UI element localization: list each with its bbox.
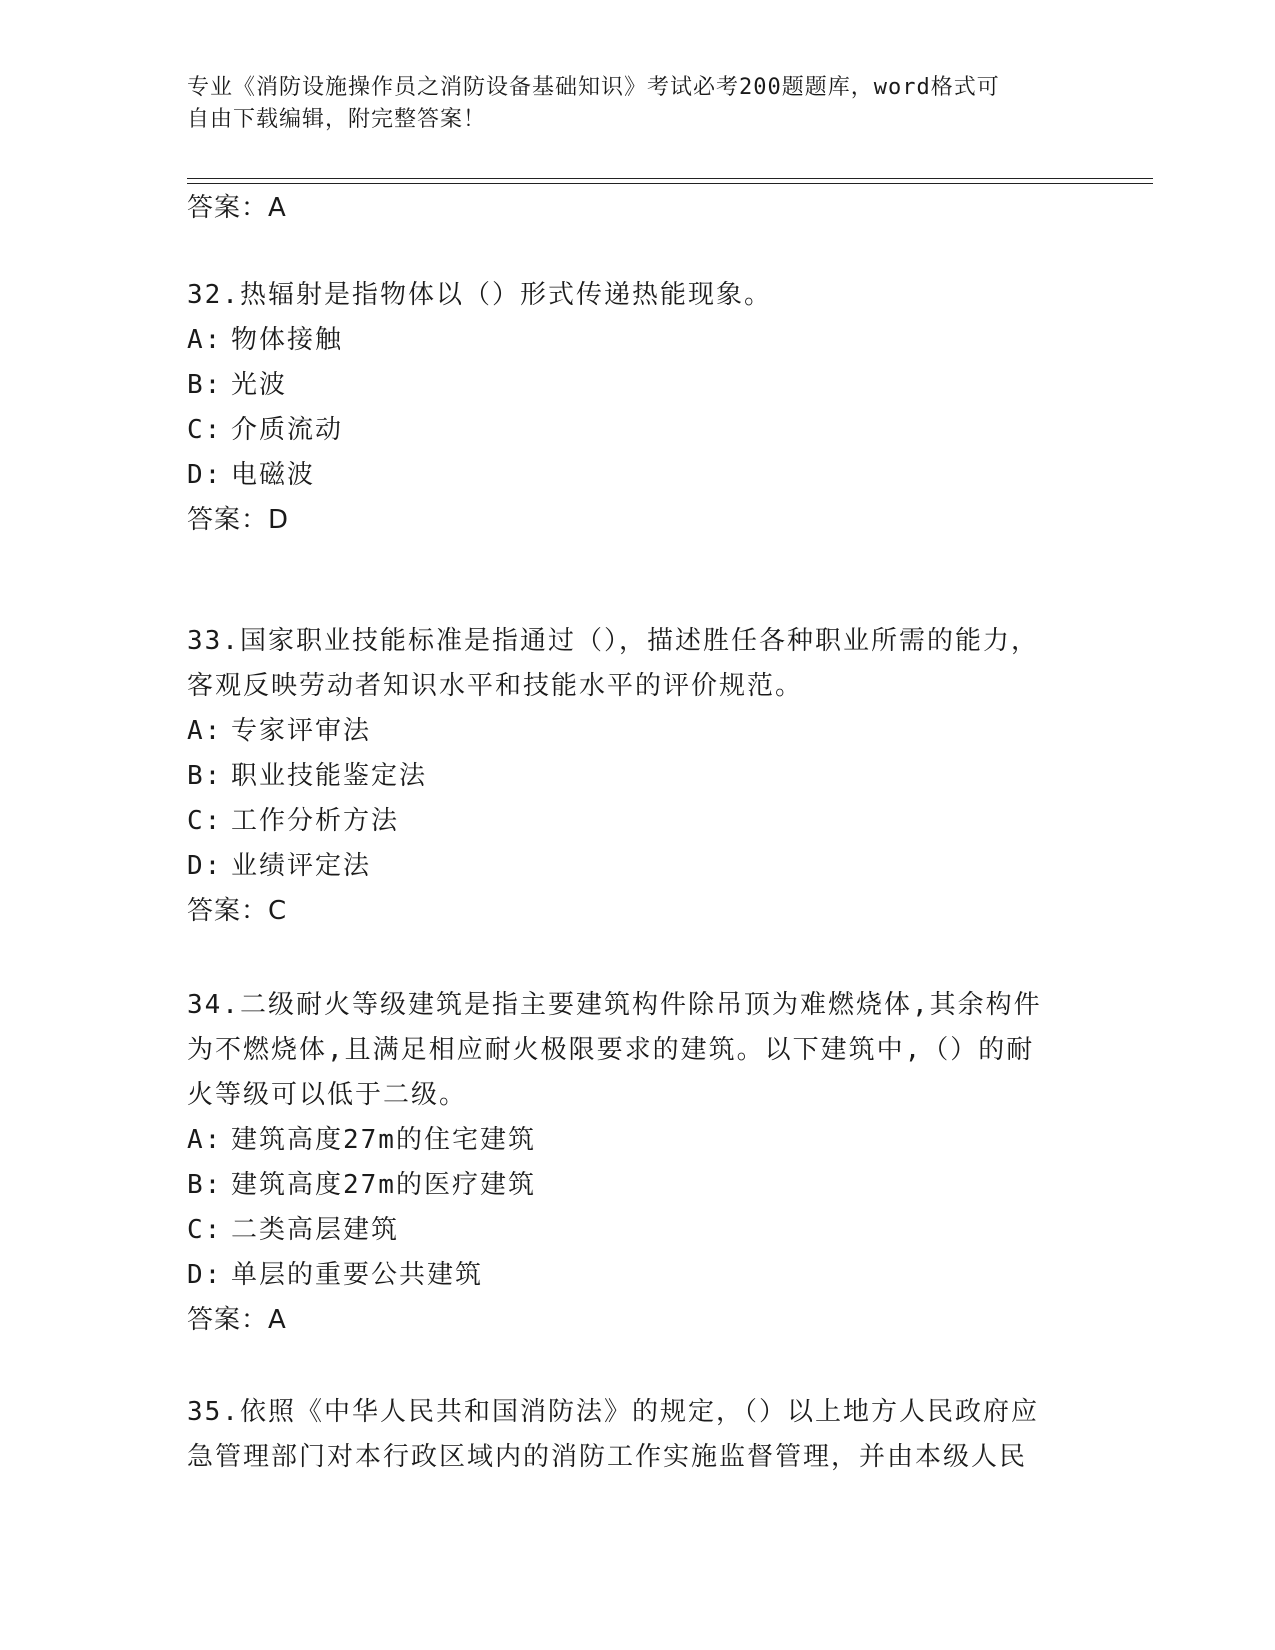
option-text: 二类高层建筑: [231, 1215, 400, 1245]
option-b: [187, 363, 1087, 408]
option-letter: B:: [187, 370, 223, 400]
option-letter: C:: [187, 806, 223, 836]
answer-value: A: [268, 193, 287, 223]
previous-answer: [187, 186, 1087, 231]
answer-label: 答案：: [187, 193, 269, 223]
option-text: 介质流动: [231, 415, 344, 445]
option-a: [187, 1118, 1087, 1163]
question-text-line-3: 火等级可以低于二级。: [187, 1080, 468, 1110]
question-text-line-2: 客观反映劳动者知识水平和技能水平的评价规范。: [187, 671, 804, 701]
question-text-line-1: 34.二级耐火等级建筑是指主要建筑构件除吊顶为难燃烧体,其余构件: [187, 990, 1042, 1020]
answer-label: 答案：: [187, 505, 269, 535]
option-b: [187, 754, 1087, 799]
option-c: [187, 799, 1087, 844]
question-text-line-1: 33.国家职业技能标准是指通过（），描述胜任各种职业所需的能力，: [187, 626, 1039, 656]
option-c: [187, 1208, 1087, 1253]
option-a: [187, 709, 1087, 754]
option-text: 单层的重要公共建筑: [231, 1260, 484, 1290]
question-35: [187, 1390, 1087, 1480]
question-33: [187, 619, 1087, 934]
option-letter: C:: [187, 415, 223, 445]
option-letter: B:: [187, 1170, 223, 1200]
question-34: [187, 983, 1087, 1343]
option-letter: A:: [187, 716, 223, 746]
option-text: 建筑高度27m的住宅建筑: [231, 1125, 536, 1155]
option-letter: D:: [187, 851, 223, 881]
option-letter: B:: [187, 761, 223, 791]
option-d: [187, 844, 1087, 889]
answer-value: A: [268, 1305, 287, 1335]
header-divider-top: [187, 178, 1153, 179]
answer-label: 答案：: [187, 1305, 269, 1335]
answer: [187, 889, 1087, 934]
option-letter: D:: [187, 1260, 223, 1290]
header-line-2: 自由下载编辑，附完整答案！: [187, 107, 487, 132]
option-d: [187, 453, 1087, 498]
option-d: [187, 1253, 1087, 1298]
option-c: [187, 408, 1087, 453]
option-a: [187, 318, 1087, 363]
option-letter: A:: [187, 325, 223, 355]
option-letter: D:: [187, 460, 223, 490]
question-text-line-1: 35.依照《中华人民共和国消防法》的规定，（）以上地方人民政府应: [187, 1397, 1039, 1427]
option-text: 光波: [231, 370, 288, 400]
option-text: 物体接触: [231, 325, 344, 355]
header-line-1: 专业《消防设施操作员之消防设备基础知识》考试必考200题题库，word格式可: [187, 75, 1000, 100]
answer-value: D: [268, 505, 290, 535]
option-letter: C:: [187, 1215, 223, 1245]
option-text: 工作分析方法: [231, 806, 400, 836]
option-letter: A:: [187, 1125, 223, 1155]
answer-value: C: [268, 896, 288, 926]
header-divider-bottom: [187, 183, 1153, 184]
option-text: 电磁波: [231, 460, 316, 490]
option-text: 建筑高度27m的医疗建筑: [231, 1170, 536, 1200]
question-text-line-2: 急管理部门对本行政区域内的消防工作实施监督管理，并由本级人民: [187, 1442, 1028, 1472]
answer-label: 答案：: [187, 896, 269, 926]
option-text: 专家评审法: [231, 716, 372, 746]
option-b: [187, 1163, 1087, 1208]
answer: [187, 498, 1087, 543]
option-text: 业绩评定法: [231, 851, 372, 881]
question-text: 32.热辐射是指物体以（）形式传递热能现象。: [187, 280, 772, 310]
option-text: 职业技能鉴定法: [231, 761, 428, 791]
question-text-line-2: 为不燃烧体,且满足相应耐火极限要求的建筑。以下建筑中,（）的耐: [187, 1035, 1035, 1065]
question-32: [187, 273, 1087, 543]
answer: [187, 1298, 1087, 1343]
document-header: [187, 72, 1067, 136]
